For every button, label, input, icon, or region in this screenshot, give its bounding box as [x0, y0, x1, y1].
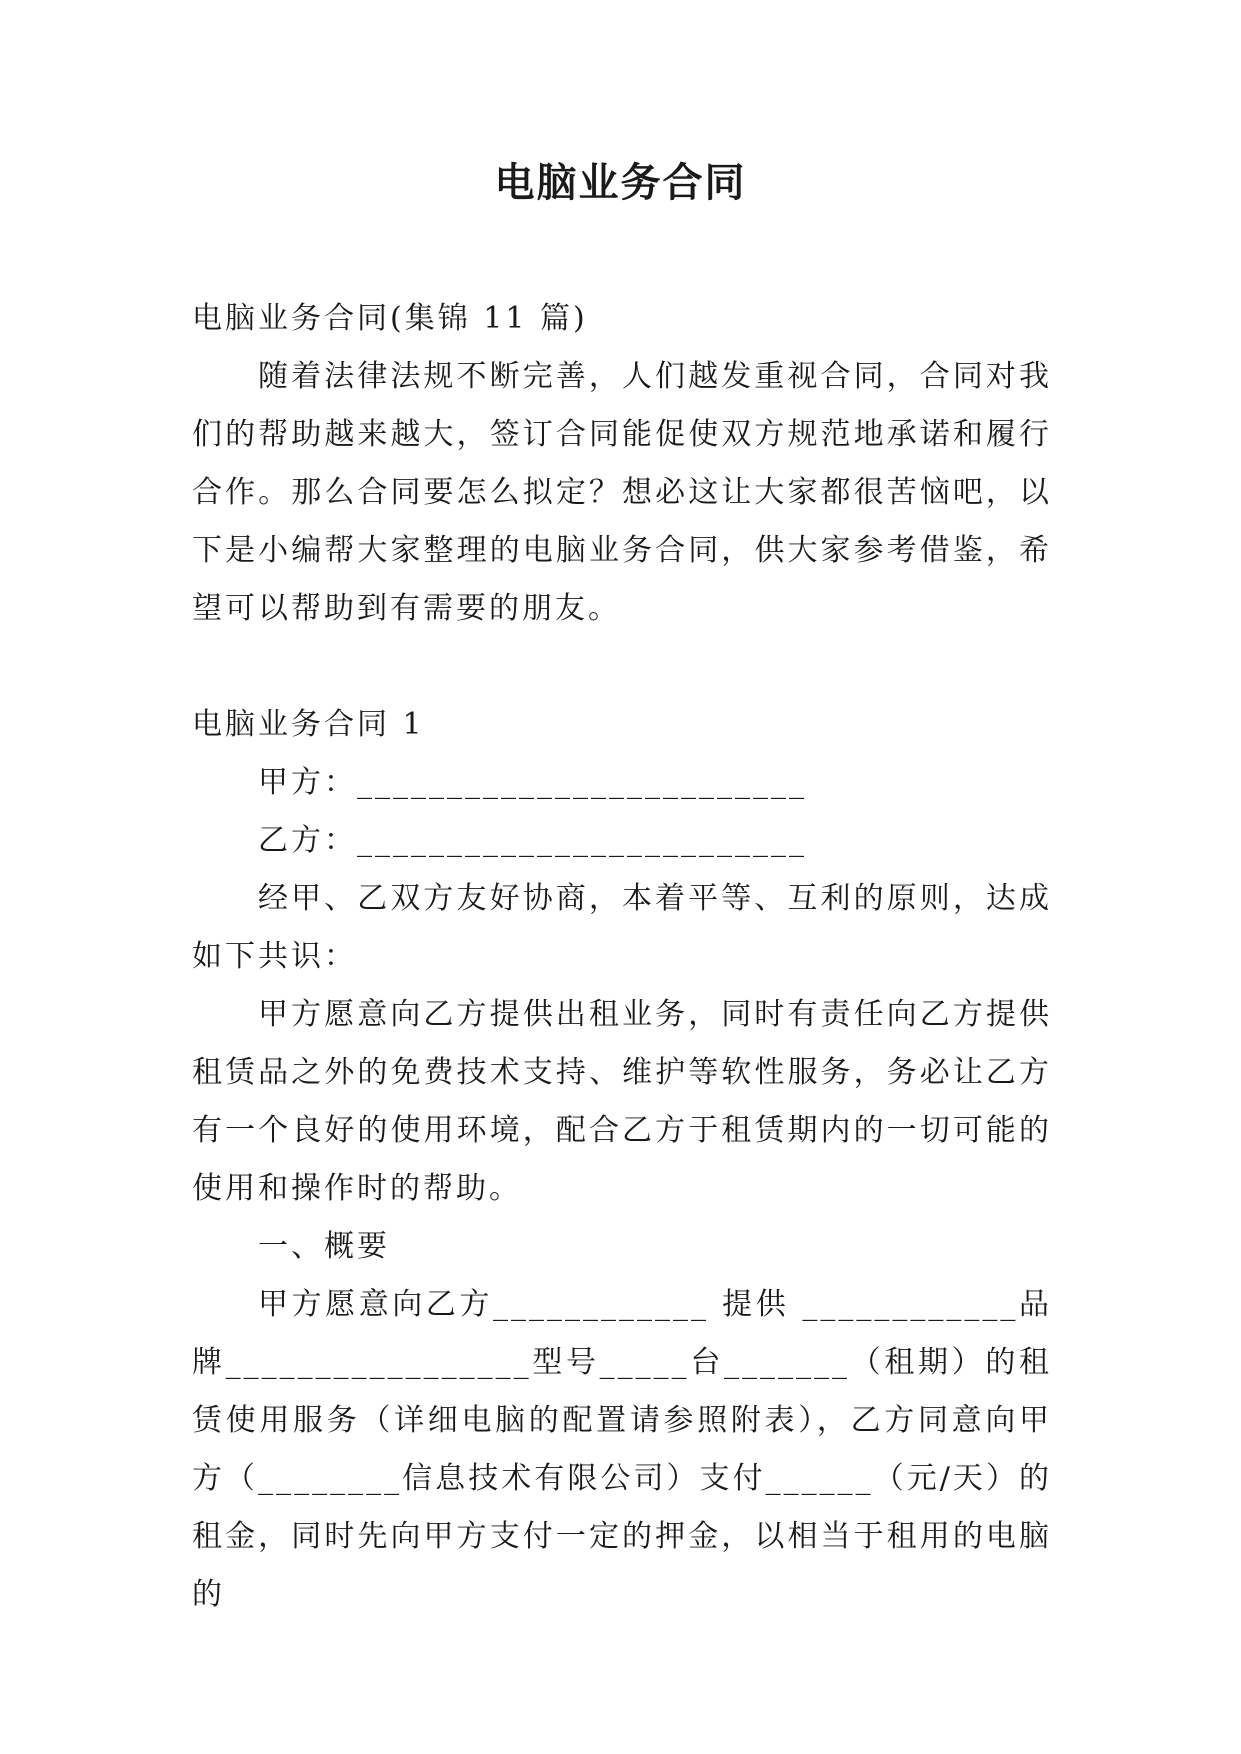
party-a-line: 甲方：_________________________	[258, 765, 807, 800]
document-subtitle: 电脑业务合同(集锦 11 篇)	[192, 301, 588, 336]
document-title: 电脑业务合同	[494, 159, 747, 206]
document-body	[192, 290, 1052, 1624]
consensus-paragraph: 经甲、乙双方友好协商，本着平等、互利的原则，达成如下共识：	[192, 881, 1052, 974]
service-paragraph: 甲方愿意向乙方提供出租业务，同时有责任向乙方提供租赁品之外的免费技术支持、维护等软性服务，务必让乙方有一个良好的使用环境，配合乙方于租赁期内的一切可能的使用和操作时的帮助。	[192, 997, 1052, 1206]
paragraph-gap	[192, 638, 1052, 696]
intro-paragraph: 随着法律法规不断完善，人们越发重视合同，合同对我们的帮助越来越大，签订合同能促使双方规范地承诺和履行合作。那么合同要怎么拟定？想必这让大家都很苦恼吧，以下是小编帮大家整理的电脑业务合同，供大家参考借鉴，希望可以帮助到有需要的朋友。	[192, 359, 1052, 626]
section-heading: 电脑业务合同 1	[192, 707, 425, 742]
clause-heading: 一、概要	[258, 1229, 390, 1264]
clause-paragraph: 甲方愿意向乙方____________ 提供 ____________品牌_________________型号_____台_______（租期）的租赁使用服务（详细电脑的配置请参照附表），乙方同意向甲方（________信息技术有限公司）支付______（元/天）的租金，同时先向甲方支付一定的押金，以相当于租用的电脑的	[192, 1287, 1052, 1612]
party-b-line: 乙方：_________________________	[258, 823, 807, 858]
